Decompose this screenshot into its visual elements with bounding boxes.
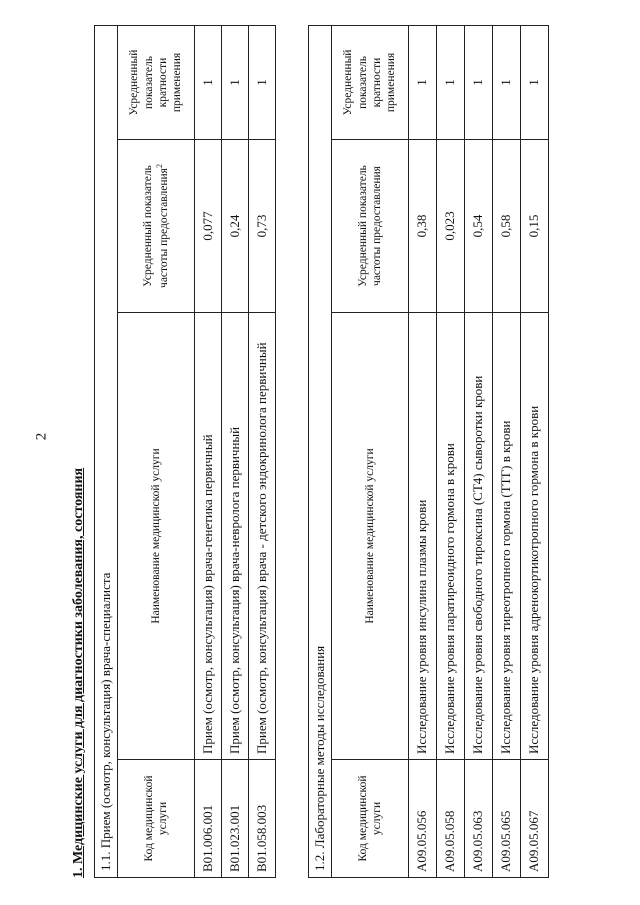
service-code: A09.05.063	[465, 760, 493, 878]
multiplicity-value: 1	[437, 25, 465, 139]
table-caption: 1.1. Прием (осмотр, консультация) врача-специалиста	[95, 25, 118, 877]
column-header-multiplicity: Усредненный показатель кратности применения	[118, 25, 195, 139]
table-row	[222, 25, 249, 877]
multiplicity-value: 1	[465, 25, 493, 139]
column-header-frequency: Усредненный показатель частоты предоставления	[332, 140, 409, 313]
consultations-table	[94, 25, 276, 878]
service-name: Прием (осмотр, консультация) врача-невролога первичный	[222, 313, 249, 760]
multiplicity-value: 1	[249, 25, 276, 139]
service-code: A09.05.067	[521, 760, 549, 878]
frequency-value: 0,15	[521, 140, 549, 313]
frequency-value: 0,38	[409, 140, 437, 313]
table-row	[249, 25, 276, 877]
frequency-value: 0,73	[249, 140, 276, 313]
rotated-document-sheet	[68, 20, 608, 878]
table-row	[493, 25, 521, 877]
frequency-value: 0,54	[465, 140, 493, 313]
multiplicity-value: 1	[409, 25, 437, 139]
service-name: Исследование уровня паратиреоидного гормона в крови	[437, 313, 465, 760]
footnote-marker: 2	[155, 164, 165, 169]
page-number: 2	[33, 432, 50, 441]
service-code: A09.05.056	[409, 760, 437, 878]
multiplicity-value: 1	[493, 25, 521, 139]
service-name: Исследование уровня тиреотропного гормона (ТТГ) в крови	[493, 313, 521, 760]
service-code: B01.023.001	[222, 760, 249, 878]
service-code: B01.006.001	[195, 760, 222, 878]
column-header-name: Наименование медицинской услуги	[118, 313, 195, 760]
multiplicity-value: 1	[222, 25, 249, 139]
column-header-frequency-text: Усредненный показатель частоты предоставления	[141, 165, 170, 288]
service-code: A09.05.058	[437, 760, 465, 878]
service-code: A09.05.065	[493, 760, 521, 878]
frequency-value: 0,24	[222, 140, 249, 313]
multiplicity-value: 1	[195, 25, 222, 139]
laboratory-methods-table	[308, 25, 549, 878]
column-header-multiplicity: Усредненный показатель кратности применения	[332, 25, 409, 139]
service-name: Исследование уровня свободного тироксина (СТ4) сыворотки крови	[465, 313, 493, 760]
column-header-code: Код медицинской услуги	[332, 760, 409, 878]
frequency-value: 0,077	[195, 140, 222, 313]
service-name: Прием (осмотр, консультация) врача-генетика первичный	[195, 313, 222, 760]
column-header-code: Код медицинской услуги	[118, 760, 195, 878]
table-row	[465, 25, 493, 877]
service-name: Прием (осмотр, консультация) врача - детского эндокринолога первичный	[249, 313, 276, 760]
service-code: B01.058.003	[249, 760, 276, 878]
table-caption: 1.2. Лабораторные методы исследования	[309, 25, 332, 877]
column-header-name: Наименование медицинской услуги	[332, 313, 409, 760]
service-name: Исследование уровня адренокортикотропного гормона в крови	[521, 313, 549, 760]
frequency-value: 0,58	[493, 140, 521, 313]
table-row	[521, 25, 549, 877]
frequency-value: 0,023	[437, 140, 465, 313]
multiplicity-value: 1	[521, 25, 549, 139]
table-row	[409, 25, 437, 877]
service-name: Исследование уровня инсулина плазмы крови	[409, 313, 437, 760]
table-row	[437, 25, 465, 877]
column-header-frequency	[118, 140, 195, 313]
section-title: 1. Медицинские услуги для диагностики заболевания, состояния	[71, 467, 86, 878]
table-row	[195, 25, 222, 877]
